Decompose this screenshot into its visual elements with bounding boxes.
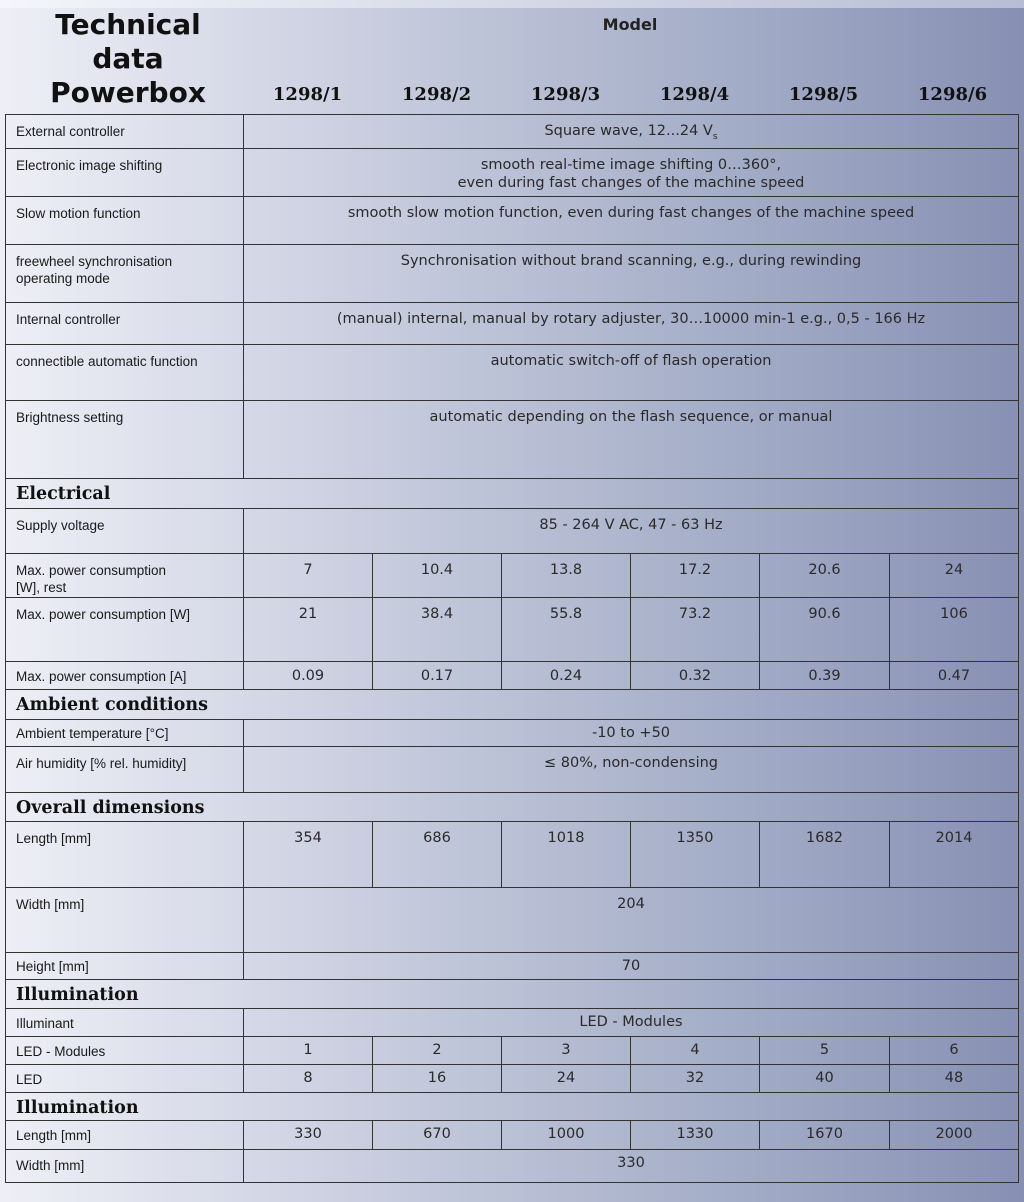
title-line: data <box>92 42 164 75</box>
table-cell: 2000 <box>890 1121 1019 1150</box>
table-cell: 55.8 <box>502 598 631 662</box>
table-cell: 8 <box>244 1065 373 1093</box>
row-label: LED <box>6 1065 244 1093</box>
table-row <box>6 598 1019 662</box>
row-label: LED - Modules <box>6 1037 244 1065</box>
table-row <box>6 1065 1019 1093</box>
row-label: Electronic image shifting <box>6 149 244 197</box>
table-cell: 73.2 <box>631 598 760 662</box>
model-column-header: 1298/1 <box>272 84 343 105</box>
table-cell: 1330 <box>631 1121 760 1150</box>
table-header <box>0 0 1024 114</box>
row-value: 70 <box>244 953 1019 980</box>
row-label <box>6 245 244 303</box>
row-value <box>244 149 1019 197</box>
row-label: Internal controller <box>6 303 244 345</box>
row-label: Width [mm] <box>6 888 244 953</box>
table-row <box>6 149 1019 197</box>
row-value: 85 - 264 V AC, 47 - 63 Hz <box>244 509 1019 554</box>
row-label: External controller <box>6 115 244 149</box>
model-column-header: 1298/2 <box>401 84 472 105</box>
table-cell: 6 <box>890 1037 1019 1065</box>
row-label: Air humidity [% rel. humidity] <box>6 747 244 793</box>
table-cell: 5 <box>760 1037 890 1065</box>
table-cell: 10.4 <box>373 554 502 598</box>
table-cell: 40 <box>760 1065 890 1093</box>
table-cell: 0.17 <box>373 662 502 690</box>
table-cell: 48 <box>890 1065 1019 1093</box>
table-cell: 32 <box>631 1065 760 1093</box>
row-value: (manual) internal, manual by rotary adjuster, 30…10000 min-1 e.g., 0,5 - 166 Hz <box>244 303 1019 345</box>
model-column-header: 1298/4 <box>659 84 730 105</box>
row-label: Max. power consumption [W] <box>6 598 244 662</box>
row-value: -10 to +50 <box>244 720 1019 747</box>
model-columns <box>243 84 1017 105</box>
row-label: Length [mm] <box>6 1121 244 1150</box>
table-row <box>6 1121 1019 1150</box>
table-cell: 354 <box>244 822 373 888</box>
page-title <box>14 8 242 110</box>
row-label: Supply voltage <box>6 509 244 554</box>
row-label: Length [mm] <box>6 822 244 888</box>
table-cell: 1350 <box>631 822 760 888</box>
model-column-header: 1298/5 <box>788 84 859 105</box>
row-value: ≤ 80%, non-condensing <box>244 747 1019 793</box>
value-line: even during fast changes of the machine speed <box>457 175 805 191</box>
table-cell: 7 <box>244 554 373 598</box>
table-row <box>6 245 1019 303</box>
table-row <box>6 662 1019 690</box>
table-row <box>6 747 1019 793</box>
row-value: Synchronisation without brand scanning, e.g., during rewinding <box>244 245 1019 303</box>
table-row <box>6 554 1019 598</box>
row-label: Ambient temperature [°C] <box>6 720 244 747</box>
table-cell: 670 <box>373 1121 502 1150</box>
table-row <box>6 888 1019 953</box>
row-label: connectible automatic function <box>6 345 244 401</box>
table-cell: 330 <box>244 1121 373 1150</box>
table-cell: 90.6 <box>760 598 890 662</box>
table-cell: 4 <box>631 1037 760 1065</box>
row-label: Brightness setting <box>6 401 244 479</box>
table-cell: 106 <box>890 598 1019 662</box>
table-cell: 0.39 <box>760 662 890 690</box>
row-value <box>244 115 1019 149</box>
label-line: operating mode <box>16 271 110 286</box>
table-cell: 1670 <box>760 1121 890 1150</box>
value-subscript: s <box>712 131 718 142</box>
section-heading: Ambient conditions <box>6 690 1019 720</box>
table-cell: 686 <box>373 822 502 888</box>
title-line: Powerbox <box>50 76 206 109</box>
table-row <box>6 1009 1019 1037</box>
section-row <box>6 479 1019 509</box>
table-row <box>6 1150 1019 1183</box>
table-cell: 13.8 <box>502 554 631 598</box>
table-cell: 2 <box>373 1037 502 1065</box>
model-column-header: 1298/6 <box>917 84 988 105</box>
model-heading: Model <box>602 15 658 34</box>
row-value: 204 <box>244 888 1019 953</box>
table-row <box>6 303 1019 345</box>
table-cell: 21 <box>244 598 373 662</box>
section-heading: Overall dimensions <box>6 793 1019 822</box>
section-row <box>6 1093 1019 1121</box>
row-label: Illuminant <box>6 1009 244 1037</box>
row-label: Height [mm] <box>6 953 244 980</box>
label-line: Max. power consumption <box>16 563 167 578</box>
table-cell: 1018 <box>502 822 631 888</box>
section-row <box>6 793 1019 822</box>
table-row <box>6 1037 1019 1065</box>
table-cell: 16 <box>373 1065 502 1093</box>
table-cell: 38.4 <box>373 598 502 662</box>
table-row <box>6 822 1019 888</box>
table-cell: 24 <box>502 1065 631 1093</box>
table-cell: 1000 <box>502 1121 631 1150</box>
technical-data-table <box>5 114 1019 1183</box>
table-cell: 17.2 <box>631 554 760 598</box>
table-row <box>6 115 1019 149</box>
row-label <box>6 554 244 598</box>
section-heading: Electrical <box>6 479 1019 509</box>
table-row <box>6 720 1019 747</box>
row-value: smooth slow motion function, even during fast changes of the machine speed <box>244 197 1019 245</box>
table-cell: 20.6 <box>760 554 890 598</box>
row-value: automatic depending on the flash sequence, or manual <box>244 401 1019 479</box>
table-cell: 0.32 <box>631 662 760 690</box>
title-line: Technical <box>55 8 201 41</box>
label-line: [W], rest <box>16 580 67 595</box>
section-heading: Illumination <box>6 980 1019 1009</box>
row-value: 330 <box>244 1150 1019 1183</box>
table-row <box>6 401 1019 479</box>
table-cell: 0.09 <box>244 662 373 690</box>
table-cell: 3 <box>502 1037 631 1065</box>
table-cell: 1 <box>244 1037 373 1065</box>
label-line: freewheel synchronisation <box>16 254 173 269</box>
value-line: smooth real-time image shifting 0…360°, <box>480 157 782 173</box>
table-row <box>6 509 1019 554</box>
row-label: Max. power consumption [A] <box>6 662 244 690</box>
row-value: LED - Modules <box>244 1009 1019 1037</box>
table-cell: 24 <box>890 554 1019 598</box>
section-row <box>6 980 1019 1009</box>
section-row <box>6 690 1019 720</box>
table-cell: 1682 <box>760 822 890 888</box>
row-label: Width [mm] <box>6 1150 244 1183</box>
section-heading: Illumination <box>6 1093 1019 1121</box>
table-row <box>6 953 1019 980</box>
model-column-header: 1298/3 <box>530 84 601 105</box>
table-row <box>6 345 1019 401</box>
table-cell: 0.24 <box>502 662 631 690</box>
row-value: automatic switch-off of flash operation <box>244 345 1019 401</box>
row-label: Slow motion function <box>6 197 244 245</box>
table-row <box>6 197 1019 245</box>
table-cell: 2014 <box>890 822 1019 888</box>
value-text: Square wave, 12...24 V <box>544 123 713 139</box>
table-cell: 0.47 <box>890 662 1019 690</box>
